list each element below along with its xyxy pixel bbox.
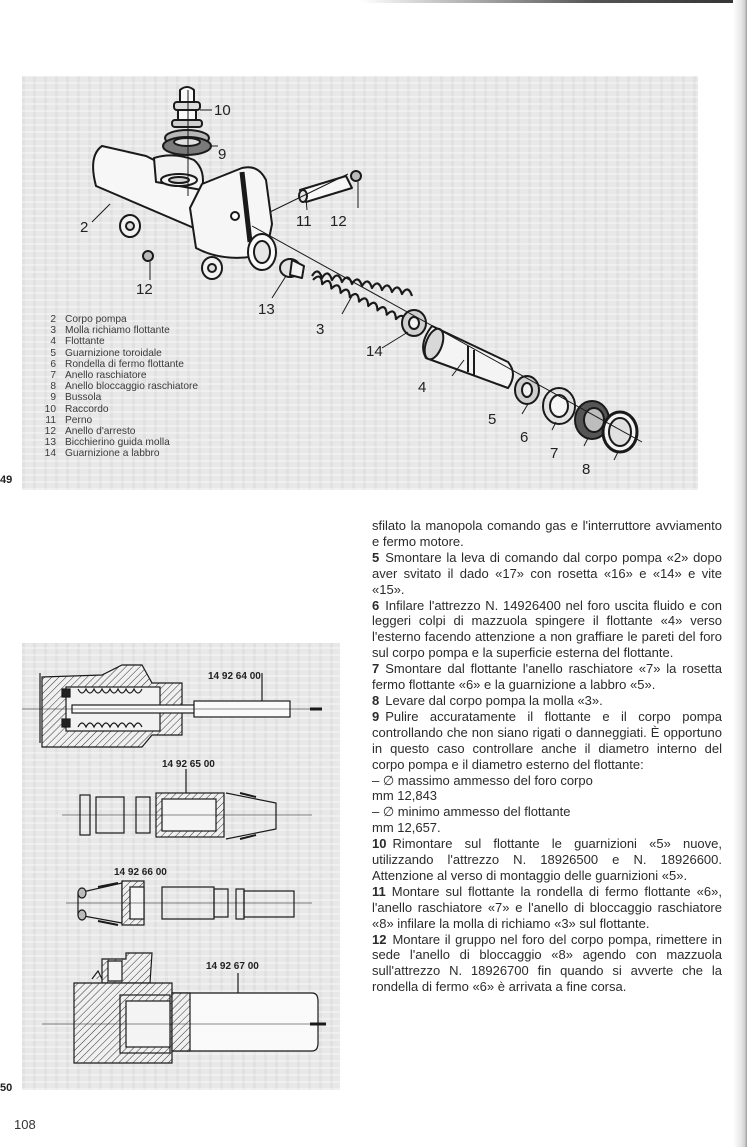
callout-12-right: 12	[330, 213, 347, 230]
callout-13: 13	[258, 301, 275, 318]
legend-row: 14 Guarnizione a labbro	[44, 448, 160, 460]
legend-row: 2 Corpo pompa	[50, 314, 127, 325]
callout-4: 4	[418, 379, 427, 396]
figure-49-exploded-view	[22, 76, 698, 490]
measurement-bore-label: – ∅ massimo ammesso del foro corpo	[372, 772, 593, 788]
bicchierino-part	[280, 259, 304, 278]
figure-number-50: 50	[0, 1082, 13, 1094]
tool-label-14926400: 14 92 64 00	[208, 671, 261, 682]
callout-5: 5	[488, 411, 497, 428]
step-9: 9 Pulire accuratamente il flottante e il corpo pompa controllando che non siano rigati o danneggiati. È opportuno in questo caso controllare anche il diametro interno del corpo pompa e il diametro esterno del flottante:	[372, 708, 722, 772]
rondella-part	[543, 388, 575, 424]
page-binding-shadow	[733, 0, 747, 1147]
figure-number-49: 49	[0, 474, 13, 486]
step-6: 6 Infilare l'attrezzo N. 14926400 nel foro uscita fluido e con leggeri colpi di mazzuola spingere il flottante «4» verso l'esterno facendo attenzione a non graffiare le pareti del foro sul corpo pompa e la superficie esterna del flottante.	[372, 597, 722, 661]
anello-bloccaggio-part	[603, 412, 637, 452]
tool-label-14926500: 14 92 65 00	[162, 759, 215, 770]
callout-6: 6	[520, 429, 529, 446]
tool-14926500-drawing	[62, 769, 312, 839]
legend-row: 3 Molla richiamo flottante	[50, 325, 170, 337]
callout-14: 14	[366, 343, 383, 360]
step-5: 5 Smontare la leva di comando dal corpo pompa «2» dopo aver svitato il dado «17» con rosetta «16» e «14» e vite «15».	[372, 549, 722, 597]
guarnizione-labbro-part	[402, 310, 426, 336]
tools-drawing	[22, 643, 340, 1090]
callout-2: 2	[80, 219, 89, 236]
callout-8: 8	[582, 461, 591, 478]
tool-14926600-drawing	[66, 881, 312, 925]
corpo-pompa-part	[93, 146, 276, 279]
measurement-plunger-label: – ∅ minimo ammesso del flottante	[372, 804, 571, 820]
step-12: 12 Montare il gruppo nel foro del corpo pompa, rimettere in sede l'anello di bloccaggio «8» agendo con mazzuola sull'attrezzo N. 18926700 fin quando si avverte che la rondella di fermo «6» è arrivata a fine corsa.	[372, 931, 722, 995]
callout-9: 9	[218, 146, 227, 163]
callout-11: 11	[296, 213, 312, 230]
legend-row: 6 Rondella di fermo flottante	[50, 358, 184, 370]
intro-paragraph: sfilato la manopola comando gas e l'interruttore avviamento e fermo motore.	[372, 518, 722, 549]
step-8: 8 Levare dal corpo pompa la molla «3».	[372, 692, 603, 708]
legend-row: 11 Perno	[45, 414, 93, 426]
bussola-part	[163, 130, 211, 155]
legend-row: 13 Bicchierino guida molla	[44, 437, 170, 449]
legend-row: 4 Flottante	[50, 336, 105, 348]
legend-row: 12 Anello d'arresto	[44, 426, 136, 438]
page-number: 108	[14, 1117, 36, 1132]
step-10: 10 Rimontare sul flottante le guarnizioni «5» nuove, utilizzando l'attrezzo N. 18926500 e N. 18926600. Attenzione al verso di montaggio delle guarnizioni «5».	[372, 836, 722, 883]
legend-row: 5 Guarnizione toroidale	[50, 347, 162, 359]
callout-12-left: 12	[136, 281, 153, 298]
tool-label-14926700: 14 92 67 00	[206, 961, 259, 972]
flottante-part	[421, 326, 513, 388]
instructions-text	[372, 518, 722, 995]
measurement-bore-value: mm 12,843	[372, 788, 438, 804]
tool-label-14926600: 14 92 66 00	[114, 867, 167, 878]
parts-legend	[40, 314, 198, 460]
legend-row: 8 Anello bloccaggio raschiatore	[50, 381, 199, 393]
page-top-edge	[360, 0, 747, 3]
measurement-plunger-value: mm 12,657.	[372, 820, 441, 836]
assembly-axis-line	[252, 226, 642, 442]
tool-14926700-drawing	[42, 953, 326, 1063]
callout-7: 7	[550, 445, 559, 462]
molla-part	[308, 271, 412, 323]
legend-row: 10 Raccordo	[44, 403, 109, 415]
guarnizione-toroidale-part	[515, 376, 539, 404]
legend-row: 7 Anello raschiatore	[50, 370, 147, 382]
figure-50-tools	[22, 643, 340, 1090]
step-7: 7 Smontare dal flottante l'anello raschiatore «7» la rosetta fermo flottante «6» e la guarnizione a labbro «5».	[372, 661, 722, 693]
legend-row: 9 Bussola	[50, 392, 102, 404]
step-11: 11 Montare sul flottante la rondella di fermo flottante «6», l'anello raschiatore «7» e l'anello di bloccaggio raschiatore «8» infilare la molla di richiamo «3» sul flottante.	[372, 883, 722, 931]
callout-10: 10	[214, 102, 231, 119]
callout-3: 3	[316, 321, 325, 338]
perno-part	[299, 176, 352, 202]
raccordo-part	[172, 87, 202, 127]
tool-14926400-drawing	[22, 665, 322, 747]
